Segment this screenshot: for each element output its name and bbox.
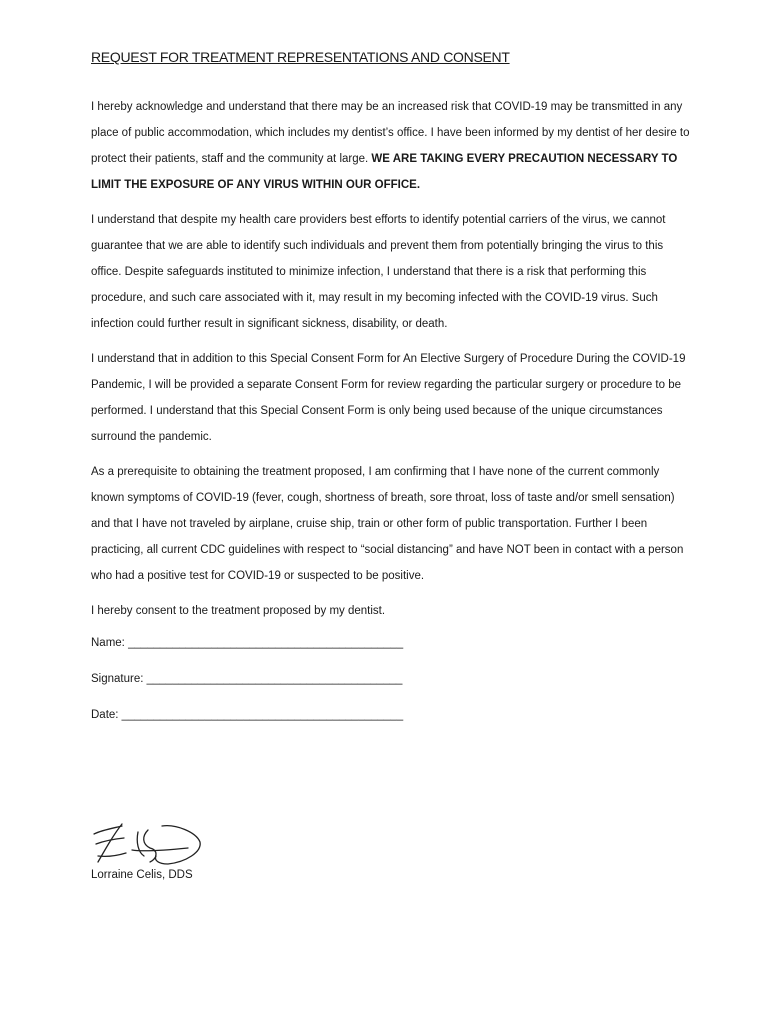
emphasis-text: WE ARE TAKING EVERY PRECAUTION NECESSARY TO LIMIT THE EXPOSURE OF ANY VIRUS WITHIN OUR OFFICE. — [91, 153, 678, 191]
paragraph-consent — [91, 598, 691, 624]
paragraph-text: I understand that despite my health care providers best efforts to identify potential carriers of the virus, we cannot guarantee that we are able to identify such individuals and prevent them from potentially bringing the virus to this office. Despite safeguards instituted to minimize infection, I understand that there is a risk that performing this procedure, and such care associated with it, may result in my becoming infected with the COVID-19 virus. Such infection could further result in significant sickness, disability, or death. — [91, 214, 666, 330]
paragraph-text: I hereby acknowledge and understand that there may be an increased risk that COVID-19 may be transmitted in any place of public accommodation, which includes my dentist’s office. I have been informed by my dentist of her desire to protect their patients, staff and the community at large. — [91, 101, 690, 165]
paragraph-text: I understand that in addition to this Special Consent Form for An Elective Surgery of Procedure During the COVID-19 Pandemic, I will be provided a separate Consent Form for review regarding the particular surgery or procedure to be performed. I understand that this Special Consent Form is only being used because of the unique circumstances surround the pandemic. — [91, 353, 686, 443]
paragraph-text: As a prerequisite to obtaining the treatment proposed, I am confirming that I have none of the current commonly known symptoms of COVID-19 (fever, cough, shortness of breath, sore throat, loss of taste and/or smell sensation) and that I have not traveled by airplane, cruise ship, train or other form of public transportation. Further I been practicing, all current CDC guidelines with respect to “social distancing” and have NOT been in contact with a person who had a positive test for COVID-19 or suspected to be positive. — [91, 466, 684, 582]
document-body — [91, 94, 691, 741]
paragraph-risk — [91, 207, 691, 337]
paragraph-acknowledgement — [91, 94, 691, 198]
page-title: REQUEST FOR TREATMENT REPRESENTATIONS AND CONSENT — [91, 49, 510, 65]
name-field[interactable]: Name: ___________________________________________ — [91, 637, 404, 649]
paragraph-text: I hereby consent to the treatment proposed by my dentist. — [91, 605, 386, 617]
date-field[interactable]: Date: ____________________________________________ — [91, 709, 404, 721]
handwritten-signature-icon — [88, 820, 218, 870]
paragraph-separate-consent — [91, 346, 691, 450]
signer-name: Lorraine Celis, DDS — [91, 869, 193, 881]
paragraph-prerequisite — [91, 459, 691, 589]
signature-field[interactable]: Signature: ________________________________________ — [91, 673, 403, 685]
